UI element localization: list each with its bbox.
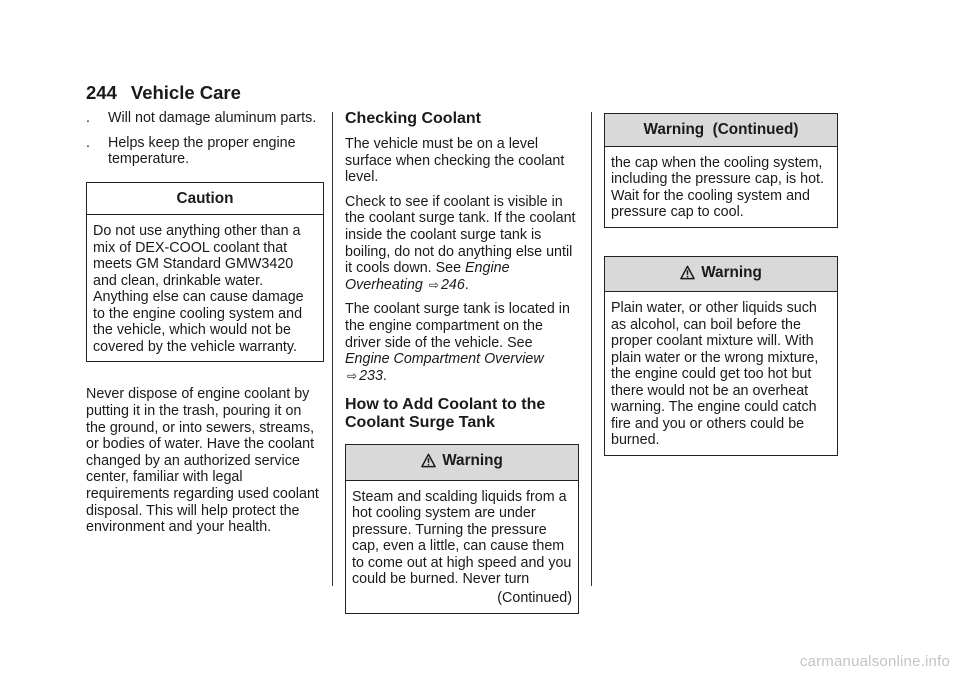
column-divider xyxy=(591,112,592,586)
warning-triangle-icon xyxy=(680,265,695,285)
warning-body: Plain water, or other liquids such as alcohol, can boil before the proper coolant mixture will. With plain water or the wrong mixture, the engine could get too hot but there would not be an overheat warning. The engine could catch fire and you or others could be burned. xyxy=(611,300,819,449)
column-2 xyxy=(345,110,579,614)
paragraph: Check to see if coolant is visible in the coolant surge tank. If the coolant inside the coolant surge tank is boiling, do not do anything else until it cools down. See Engine Overheating ⇨ 246. xyxy=(345,193,576,293)
engine-compartment-link[interactable]: Engine Compartment Overview xyxy=(345,351,544,368)
caution-box xyxy=(86,182,324,363)
page-ref[interactable]: 246 xyxy=(440,276,465,293)
continued-label: (Continued) xyxy=(497,589,572,606)
warning-continued-title: Warning (Continued) xyxy=(605,114,837,147)
bullet-marker: . xyxy=(86,110,90,126)
section-title: Vehicle Care xyxy=(130,82,241,103)
bullet-marker: . xyxy=(86,134,90,151)
warning-continued-box xyxy=(604,113,838,228)
paragraph: The coolant surge tank is located in the engine compartment on the driver side of the vehicle. See Engine Compartment Overview ⇨ 233. xyxy=(345,301,570,384)
page-ref-arrow-icon: ⇨ xyxy=(428,277,439,292)
page-ref[interactable]: 233 xyxy=(359,367,383,384)
warning-title: Warning xyxy=(442,452,503,470)
bullet-text: Will not damage aluminum parts. xyxy=(108,110,317,126)
list-item xyxy=(86,135,324,168)
section-heading-checking-coolant: Checking Coolant xyxy=(345,110,482,127)
warning-box xyxy=(345,444,579,613)
warning-header xyxy=(605,257,837,293)
warning-title: Warning xyxy=(701,263,762,281)
caution-body: Do not use anything other than a mix of DEX-COOL coolant that meets GM Standard GMW3420 and clean, drinkable water. Anything else can cause damage to the engine cooling system and the vehicle, which would not be covered by the vehicle warranty. xyxy=(93,223,304,355)
paragraph: The vehicle must be on a level surface when checking the coolant level. xyxy=(345,136,565,186)
column-3 xyxy=(604,113,838,456)
page-ref-arrow-icon: ⇨ xyxy=(347,368,358,383)
warning-box xyxy=(604,256,838,456)
bullet-text: Helps keep the proper engine temperature. xyxy=(108,134,296,168)
warning-triangle-icon xyxy=(421,453,436,473)
page-header xyxy=(86,82,241,104)
engine-overheating-link[interactable]: Engine Overheating xyxy=(345,260,510,293)
section-heading-add-coolant: How to Add Coolant to the Coolant Surge Tank xyxy=(345,396,546,432)
list-item xyxy=(86,110,324,127)
page-number: 244 xyxy=(86,82,117,103)
warning-body: Steam and scalding liquids from a hot cooling system are under pressure. Turning the pressure cap, even a little, can cause them to come out at high speed and you could be burned. Never turn xyxy=(352,488,572,588)
warning-continued-body: the cap when the cooling system, including the pressure cap, is hot. Wait for the cooling system and pressure cap to cool. xyxy=(611,154,824,221)
column-1 xyxy=(86,110,324,544)
warning-header xyxy=(346,445,578,481)
disposal-paragraph: Never dispose of engine coolant by putting it in the trash, pouring it on the ground, or into sewers, streams, or bodies of water. Have the coolant changed by an authorized service center, familiar with legal requirements regarding used coolant disposal. This will help protect the environment and your health. xyxy=(86,386,319,536)
column-divider xyxy=(332,112,333,586)
watermark: carmanualsonline.info xyxy=(799,653,950,670)
caution-title: Caution xyxy=(87,183,323,216)
